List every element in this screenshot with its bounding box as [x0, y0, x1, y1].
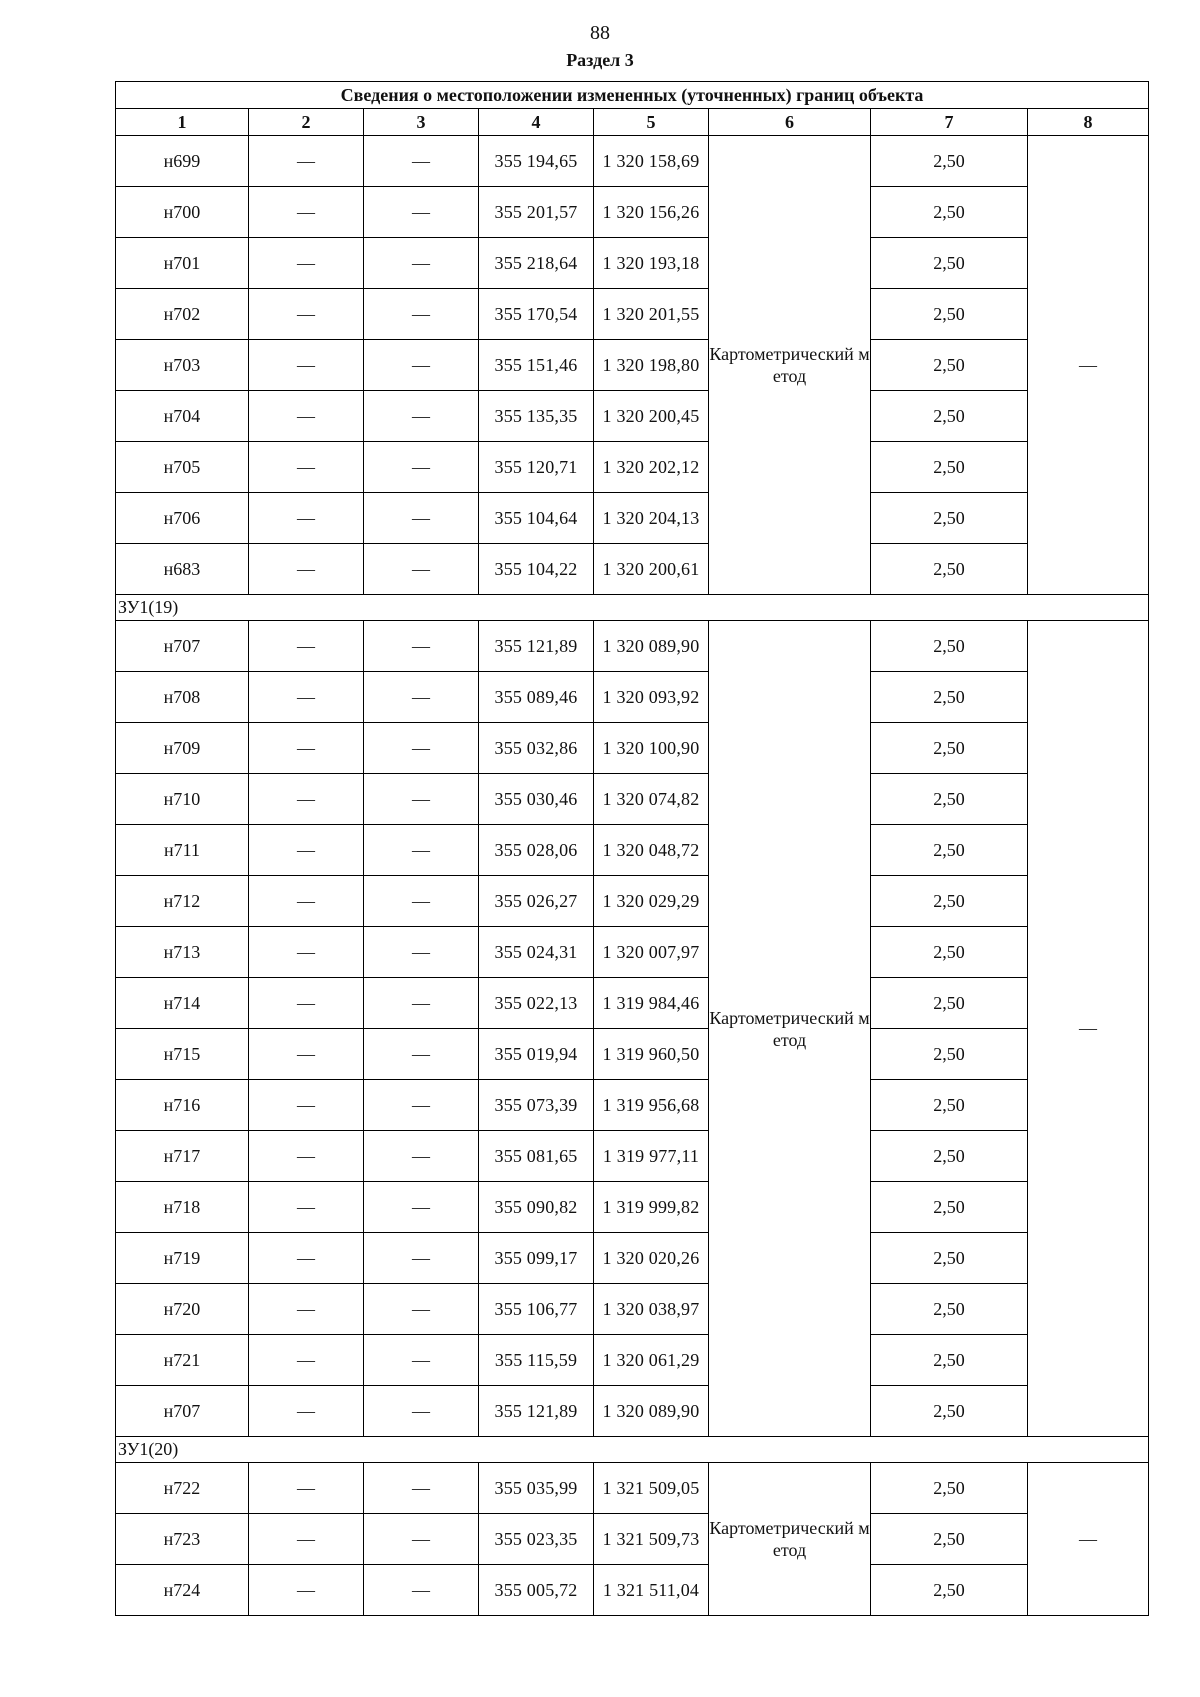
table-row — [116, 289, 1149, 340]
point-name-cell: н699 — [116, 136, 249, 187]
group-label-row — [116, 595, 1149, 621]
column-2-cell: — — [249, 1131, 364, 1182]
column-2-cell: — — [249, 1029, 364, 1080]
column-2-cell: — — [249, 1565, 364, 1616]
column-3-cell: — — [364, 1080, 479, 1131]
accuracy-cell: 2,50 — [871, 1386, 1028, 1437]
y-coordinate-cell: 1 320 158,69 — [594, 136, 709, 187]
column-3-cell: — — [364, 1284, 479, 1335]
accuracy-cell: 2,50 — [871, 825, 1028, 876]
table-row — [116, 1514, 1149, 1565]
column-8-cell: — — [1028, 621, 1149, 1437]
table-title: Сведения о местоположении измененных (уточненных) границ объекта — [116, 82, 1149, 109]
y-coordinate-cell: 1 320 198,80 — [594, 340, 709, 391]
x-coordinate-cell: 355 151,46 — [479, 340, 594, 391]
accuracy-cell: 2,50 — [871, 1029, 1028, 1080]
accuracy-cell: 2,50 — [871, 187, 1028, 238]
y-coordinate-cell: 1 319 960,50 — [594, 1029, 709, 1080]
point-name-cell: н703 — [116, 340, 249, 391]
y-coordinate-cell: 1 319 977,11 — [594, 1131, 709, 1182]
accuracy-cell: 2,50 — [871, 723, 1028, 774]
table-body — [116, 136, 1149, 1616]
column-2-cell: — — [249, 238, 364, 289]
accuracy-cell: 2,50 — [871, 1182, 1028, 1233]
table-row — [116, 544, 1149, 595]
y-coordinate-cell: 1 320 029,29 — [594, 876, 709, 927]
y-coordinate-cell: 1 319 999,82 — [594, 1182, 709, 1233]
point-name-cell: н704 — [116, 391, 249, 442]
point-name-cell: н707 — [116, 621, 249, 672]
column-2-cell: — — [249, 1284, 364, 1335]
page-number: 88 — [590, 22, 610, 44]
point-name-cell: н711 — [116, 825, 249, 876]
point-name-cell: н710 — [116, 774, 249, 825]
accuracy-cell: 2,50 — [871, 391, 1028, 442]
column-number: 4 — [479, 109, 594, 136]
column-3-cell: — — [364, 1131, 479, 1182]
column-2-cell: — — [249, 1233, 364, 1284]
column-2-cell: — — [249, 1182, 364, 1233]
y-coordinate-cell: 1 321 509,73 — [594, 1514, 709, 1565]
column-2-cell: — — [249, 289, 364, 340]
x-coordinate-cell: 355 028,06 — [479, 825, 594, 876]
column-3-cell: — — [364, 1335, 479, 1386]
column-3-cell: — — [364, 774, 479, 825]
table-row — [116, 340, 1149, 391]
accuracy-cell: 2,50 — [871, 876, 1028, 927]
x-coordinate-cell: 355 121,89 — [479, 1386, 594, 1437]
y-coordinate-cell: 1 320 093,92 — [594, 672, 709, 723]
table-row — [116, 876, 1149, 927]
point-name-cell: н724 — [116, 1565, 249, 1616]
point-name-cell: н721 — [116, 1335, 249, 1386]
table-row — [116, 391, 1149, 442]
point-name-cell: н720 — [116, 1284, 249, 1335]
column-number: 7 — [871, 109, 1028, 136]
accuracy-cell: 2,50 — [871, 1080, 1028, 1131]
x-coordinate-cell: 355 120,71 — [479, 442, 594, 493]
x-coordinate-cell: 355 135,35 — [479, 391, 594, 442]
point-name-cell: н683 — [116, 544, 249, 595]
column-3-cell: — — [364, 136, 479, 187]
x-coordinate-cell: 355 022,13 — [479, 978, 594, 1029]
accuracy-cell: 2,50 — [871, 1514, 1028, 1565]
point-name-cell: н712 — [116, 876, 249, 927]
x-coordinate-cell: 355 104,22 — [479, 544, 594, 595]
accuracy-cell: 2,50 — [871, 774, 1028, 825]
column-2-cell: — — [249, 493, 364, 544]
point-name-cell: н701 — [116, 238, 249, 289]
accuracy-cell: 2,50 — [871, 340, 1028, 391]
table-row — [116, 136, 1149, 187]
table-row — [116, 723, 1149, 774]
point-name-cell: н723 — [116, 1514, 249, 1565]
y-coordinate-cell: 1 320 007,97 — [594, 927, 709, 978]
column-3-cell: — — [364, 927, 479, 978]
column-2-cell: — — [249, 672, 364, 723]
accuracy-cell: 2,50 — [871, 544, 1028, 595]
table-row — [116, 621, 1149, 672]
y-coordinate-cell: 1 320 089,90 — [594, 621, 709, 672]
x-coordinate-cell: 355 201,57 — [479, 187, 594, 238]
table-row — [116, 1131, 1149, 1182]
column-3-cell: — — [364, 442, 479, 493]
y-coordinate-cell: 1 320 100,90 — [594, 723, 709, 774]
x-coordinate-cell: 355 019,94 — [479, 1029, 594, 1080]
accuracy-cell: 2,50 — [871, 1284, 1028, 1335]
column-3-cell: — — [364, 825, 479, 876]
x-coordinate-cell: 355 005,72 — [479, 1565, 594, 1616]
accuracy-cell: 2,50 — [871, 493, 1028, 544]
table-row — [116, 1233, 1149, 1284]
column-2-cell: — — [249, 978, 364, 1029]
accuracy-cell: 2,50 — [871, 672, 1028, 723]
point-name-cell: н700 — [116, 187, 249, 238]
column-2-cell: — — [249, 340, 364, 391]
x-coordinate-cell: 355 106,77 — [479, 1284, 594, 1335]
method-cell: Картометрический метод — [709, 1463, 871, 1616]
point-name-cell: н718 — [116, 1182, 249, 1233]
column-2-cell: — — [249, 774, 364, 825]
column-2-cell: — — [249, 1080, 364, 1131]
column-2-cell: — — [249, 621, 364, 672]
point-name-cell: н706 — [116, 493, 249, 544]
point-name-cell: н705 — [116, 442, 249, 493]
column-8-cell: — — [1028, 1463, 1149, 1616]
column-3-cell: — — [364, 1386, 479, 1437]
x-coordinate-cell: 355 081,65 — [479, 1131, 594, 1182]
coordinates-table — [115, 81, 1149, 1616]
y-coordinate-cell: 1 320 038,97 — [594, 1284, 709, 1335]
point-name-cell: н708 — [116, 672, 249, 723]
x-coordinate-cell: 355 073,39 — [479, 1080, 594, 1131]
table-row — [116, 1335, 1149, 1386]
point-name-cell: н716 — [116, 1080, 249, 1131]
accuracy-cell: 2,50 — [871, 289, 1028, 340]
table-row — [116, 825, 1149, 876]
point-name-cell: н702 — [116, 289, 249, 340]
group-label-row — [116, 1437, 1149, 1463]
column-2-cell: — — [249, 442, 364, 493]
accuracy-cell: 2,50 — [871, 621, 1028, 672]
group-label: ЗУ1(19) — [116, 595, 1149, 621]
point-name-cell: н715 — [116, 1029, 249, 1080]
x-coordinate-cell: 355 024,31 — [479, 927, 594, 978]
x-coordinate-cell: 355 104,64 — [479, 493, 594, 544]
accuracy-cell: 2,50 — [871, 136, 1028, 187]
table-row — [116, 1284, 1149, 1335]
accuracy-cell: 2,50 — [871, 1335, 1028, 1386]
table-row — [116, 1565, 1149, 1616]
column-3-cell: — — [364, 978, 479, 1029]
point-name-cell: н713 — [116, 927, 249, 978]
x-coordinate-cell: 355 035,99 — [479, 1463, 594, 1514]
x-coordinate-cell: 355 115,59 — [479, 1335, 594, 1386]
table-row — [116, 774, 1149, 825]
column-3-cell: — — [364, 1029, 479, 1080]
table-row — [116, 1182, 1149, 1233]
column-3-cell: — — [364, 1565, 479, 1616]
column-2-cell: — — [249, 1514, 364, 1565]
column-3-cell: — — [364, 187, 479, 238]
x-coordinate-cell: 355 089,46 — [479, 672, 594, 723]
column-3-cell: — — [364, 876, 479, 927]
column-2-cell: — — [249, 825, 364, 876]
table-row — [116, 493, 1149, 544]
x-coordinate-cell: 355 023,35 — [479, 1514, 594, 1565]
y-coordinate-cell: 1 320 156,26 — [594, 187, 709, 238]
table-row — [116, 442, 1149, 493]
y-coordinate-cell: 1 320 202,12 — [594, 442, 709, 493]
y-coordinate-cell: 1 320 061,29 — [594, 1335, 709, 1386]
accuracy-cell: 2,50 — [871, 1131, 1028, 1182]
point-name-cell: н722 — [116, 1463, 249, 1514]
y-coordinate-cell: 1 320 200,61 — [594, 544, 709, 595]
column-2-cell: — — [249, 136, 364, 187]
y-coordinate-cell: 1 320 020,26 — [594, 1233, 709, 1284]
y-coordinate-cell: 1 321 511,04 — [594, 1565, 709, 1616]
table-row — [116, 238, 1149, 289]
y-coordinate-cell: 1 321 509,05 — [594, 1463, 709, 1514]
point-name-cell: н707 — [116, 1386, 249, 1437]
y-coordinate-cell: 1 319 956,68 — [594, 1080, 709, 1131]
column-2-cell: — — [249, 927, 364, 978]
x-coordinate-cell: 355 121,89 — [479, 621, 594, 672]
column-2-cell: — — [249, 876, 364, 927]
y-coordinate-cell: 1 320 048,72 — [594, 825, 709, 876]
column-3-cell: — — [364, 1514, 479, 1565]
y-coordinate-cell: 1 320 193,18 — [594, 238, 709, 289]
table-row — [116, 927, 1149, 978]
y-coordinate-cell: 1 319 984,46 — [594, 978, 709, 1029]
column-3-cell: — — [364, 1233, 479, 1284]
column-number-row — [116, 109, 1149, 136]
column-number: 2 — [249, 109, 364, 136]
table-row — [116, 1386, 1149, 1437]
accuracy-cell: 2,50 — [871, 442, 1028, 493]
point-name-cell: н719 — [116, 1233, 249, 1284]
column-8-cell: — — [1028, 136, 1149, 595]
accuracy-cell: 2,50 — [871, 978, 1028, 1029]
x-coordinate-cell: 355 090,82 — [479, 1182, 594, 1233]
column-3-cell: — — [364, 289, 479, 340]
table-row — [116, 978, 1149, 1029]
x-coordinate-cell: 355 170,54 — [479, 289, 594, 340]
accuracy-cell: 2,50 — [871, 1565, 1028, 1616]
point-name-cell: н714 — [116, 978, 249, 1029]
group-label: ЗУ1(20) — [116, 1437, 1149, 1463]
method-cell: Картометрический метод — [709, 621, 871, 1437]
method-cell: Картометрический метод — [709, 136, 871, 595]
y-coordinate-cell: 1 320 074,82 — [594, 774, 709, 825]
point-name-cell: н709 — [116, 723, 249, 774]
column-number: 1 — [116, 109, 249, 136]
column-3-cell: — — [364, 621, 479, 672]
section-title: Раздел 3 — [566, 50, 634, 70]
table-row — [116, 1029, 1149, 1080]
column-3-cell: — — [364, 672, 479, 723]
accuracy-cell: 2,50 — [871, 1463, 1028, 1514]
column-3-cell: — — [364, 1182, 479, 1233]
x-coordinate-cell: 355 026,27 — [479, 876, 594, 927]
column-3-cell: — — [364, 723, 479, 774]
column-3-cell: — — [364, 340, 479, 391]
column-3-cell: — — [364, 544, 479, 595]
column-2-cell: — — [249, 187, 364, 238]
column-3-cell: — — [364, 238, 479, 289]
column-3-cell: — — [364, 1463, 479, 1514]
column-number: 3 — [364, 109, 479, 136]
y-coordinate-cell: 1 320 200,45 — [594, 391, 709, 442]
accuracy-cell: 2,50 — [871, 927, 1028, 978]
column-2-cell: — — [249, 391, 364, 442]
point-name-cell: н717 — [116, 1131, 249, 1182]
table-row — [116, 187, 1149, 238]
column-2-cell: — — [249, 723, 364, 774]
y-coordinate-cell: 1 320 204,13 — [594, 493, 709, 544]
x-coordinate-cell: 355 030,46 — [479, 774, 594, 825]
y-coordinate-cell: 1 320 201,55 — [594, 289, 709, 340]
y-coordinate-cell: 1 320 089,90 — [594, 1386, 709, 1437]
column-number: 8 — [1028, 109, 1149, 136]
column-number: 6 — [709, 109, 871, 136]
x-coordinate-cell: 355 032,86 — [479, 723, 594, 774]
accuracy-cell: 2,50 — [871, 238, 1028, 289]
column-number: 5 — [594, 109, 709, 136]
accuracy-cell: 2,50 — [871, 1233, 1028, 1284]
table-row — [116, 1463, 1149, 1514]
column-2-cell: — — [249, 1463, 364, 1514]
x-coordinate-cell: 355 218,64 — [479, 238, 594, 289]
table-row — [116, 672, 1149, 723]
x-coordinate-cell: 355 194,65 — [479, 136, 594, 187]
table-row — [116, 1080, 1149, 1131]
column-2-cell: — — [249, 1386, 364, 1437]
column-2-cell: — — [249, 544, 364, 595]
x-coordinate-cell: 355 099,17 — [479, 1233, 594, 1284]
column-2-cell: — — [249, 1335, 364, 1386]
column-3-cell: — — [364, 391, 479, 442]
column-3-cell: — — [364, 493, 479, 544]
